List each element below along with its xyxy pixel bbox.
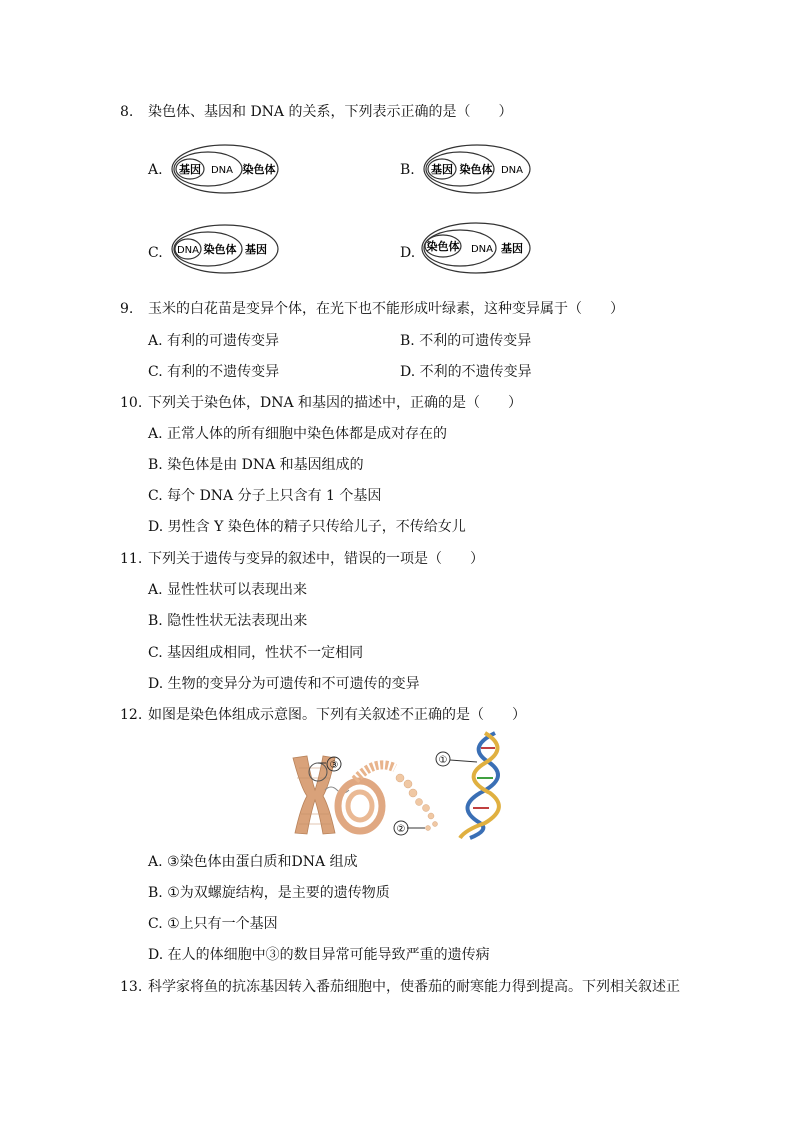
option-b: B. 隐性性状无法表现出来: [148, 613, 308, 629]
label-2: ②: [396, 824, 406, 835]
venn-option-d: [420, 220, 532, 276]
option-a: A. ③染色体由蛋白质和DNA 组成: [148, 854, 358, 870]
venn-option-a: [170, 142, 280, 196]
venn-outer-label: 基因: [245, 243, 267, 256]
question-12: [120, 705, 526, 725]
question-8: [120, 102, 512, 122]
question-11: [120, 549, 484, 569]
venn-middle-label: 染色体: [203, 243, 237, 256]
dna-double-helix: [460, 733, 499, 838]
venn-middle-label: DNA: [470, 244, 494, 255]
question-10: [120, 393, 522, 413]
question-number: 8.: [120, 104, 134, 120]
option-d: D. 生物的变异分为可遗传和不可遗传的变异: [148, 676, 420, 692]
question-text: 玉米的白花苗是变异个体，在光下也不能形成叶绿素，这种变异属于（ ）: [148, 301, 624, 317]
question-number: 13.: [120, 979, 143, 995]
option-a: A. 正常人体的所有细胞中染色体都是成对存在的: [148, 426, 448, 442]
option-c: C. 有利的不遗传变异: [148, 364, 280, 380]
option-d: D. 不利的不遗传变异: [400, 364, 532, 380]
option-c: C. 基因组成相同，性状不一定相同: [148, 645, 364, 661]
option-d: D. 男性含 Y 染色体的精子只传给儿子，不传给女儿: [148, 519, 466, 535]
venn-inner-label: 染色体: [426, 240, 460, 253]
chromosome-diagram: [285, 728, 515, 840]
venn-inner-label: DNA: [176, 245, 200, 256]
option-c: C. 每个 DNA 分子上只含有 1 个基因: [148, 488, 382, 504]
question-number: 12.: [120, 707, 143, 723]
nucleosome-beads: [396, 774, 438, 831]
venn-inner-label: 基因: [431, 163, 453, 176]
question-text: 下列关于遗传与变异的叙述中，错误的一项是（ ）: [148, 551, 484, 567]
venn-outer-label: DNA: [500, 165, 524, 176]
option-letter-a: A.: [148, 162, 163, 178]
venn-middle-label: 染色体: [459, 163, 493, 176]
option-letter-b: B.: [400, 162, 415, 178]
question-text: 下列关于染色体，DNA 和基因的描述中，正确的是（ ）: [148, 395, 523, 411]
question-number: 11.: [120, 551, 143, 567]
venn-option-c: [170, 222, 280, 276]
option-letter-c: C.: [148, 245, 163, 261]
venn-inner-label: 基因: [179, 163, 201, 176]
question-13: [120, 977, 680, 997]
option-d: D. 在人的体细胞中③的数目异常可能导致严重的遗传病: [148, 947, 490, 963]
option-a: A. 有利的可遗传变异: [148, 333, 280, 349]
venn-outer-label: 染色体: [242, 163, 276, 176]
question-number: 10.: [120, 395, 143, 411]
venn-middle-label: DNA: [210, 165, 234, 176]
venn-outer-label: 基因: [501, 242, 523, 255]
option-b: B. 不利的可遗传变异: [400, 333, 532, 349]
question-9: [120, 299, 624, 319]
label-1: ①: [438, 755, 448, 766]
venn-option-b: [422, 142, 532, 196]
question-text: 染色体、基因和 DNA 的关系，下列表示正确的是（ ）: [148, 104, 513, 120]
option-c: C. ①上只有一个基因: [148, 916, 278, 932]
option-a: A. 显性性状可以表现出来: [148, 582, 308, 598]
option-letter-d: D.: [400, 245, 416, 261]
question-text: 如图是染色体组成示意图。下列有关叙述不正确的是（ ）: [148, 707, 526, 723]
label-3: ③: [329, 760, 339, 771]
question-text: 科学家将鱼的抗冻基因转入番茄细胞中，使番茄的耐寒能力得到提高。下列相关叙述正: [148, 979, 680, 995]
option-b: B. 染色体是由 DNA 和基因组成的: [148, 457, 364, 473]
question-number: 9.: [120, 301, 134, 317]
option-b: B. ①为双螺旋结构，是主要的遗传物质: [148, 885, 390, 901]
coiled-fiber: [338, 765, 395, 831]
